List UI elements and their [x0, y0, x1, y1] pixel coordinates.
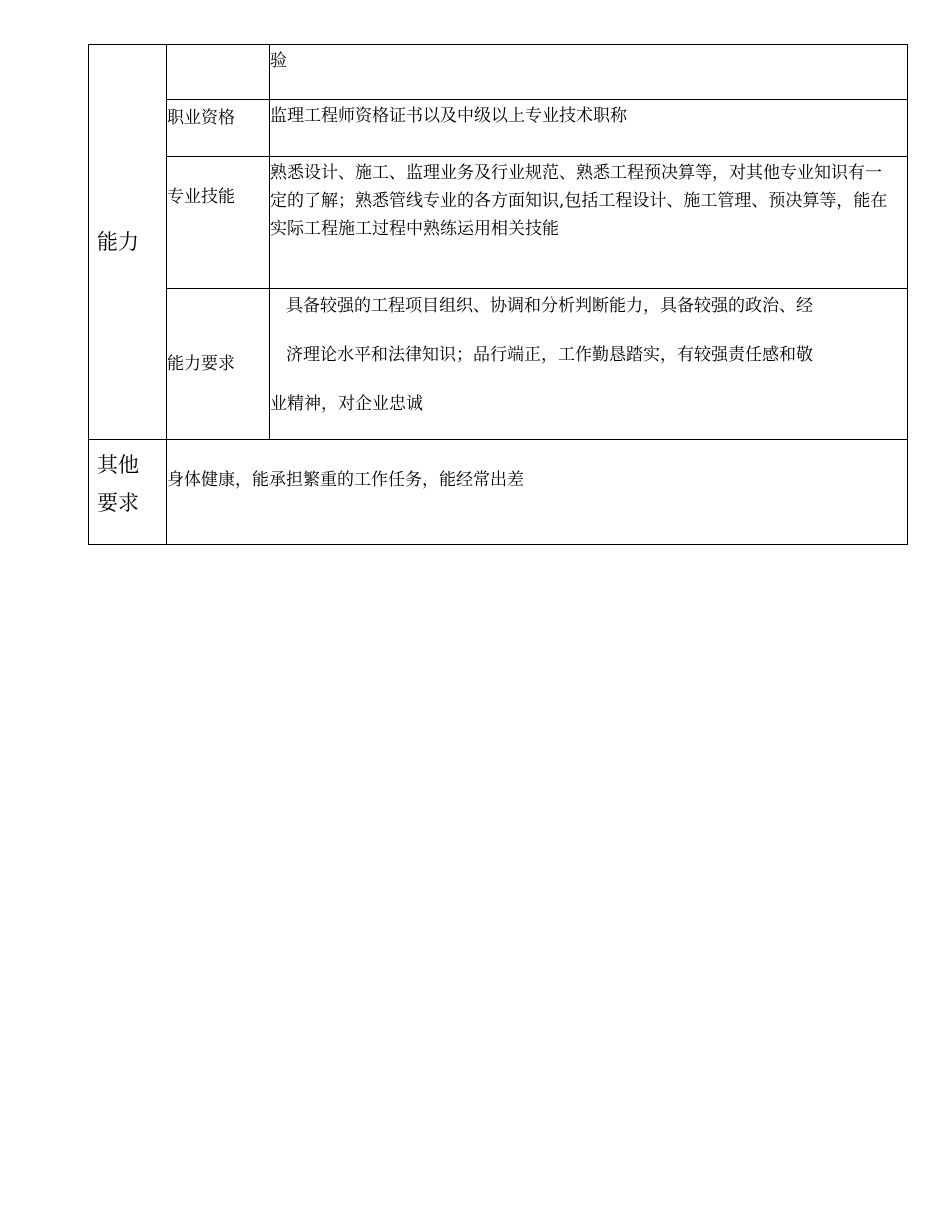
table-row-skill: [89, 157, 908, 289]
category-other: 其他 要求: [89, 440, 167, 545]
content-qualification: 监理工程师资格证书以及中级以上专业技术职称: [270, 100, 908, 157]
ability-line-2: 济理论水平和法律知识；品行端正，工作勤恳踏实，有较强责任感和敬: [286, 345, 813, 365]
category-ability: 能力: [89, 45, 167, 440]
other-text: 身体健康，能承担繁重的工作任务，能经常出差: [167, 470, 524, 490]
content-ability: [270, 289, 908, 440]
table-row-experience: [89, 45, 908, 100]
content-experience: 验: [270, 45, 908, 100]
ability-line-1: 具备较强的工程项目组织、协调和分析判断能力，具备较强的政治、经: [286, 296, 813, 316]
content-other: [167, 440, 908, 545]
content-skill: 熟悉设计、施工、监理业务及行业规范、熟悉工程预决算等，对其他专业知识有一定的了解；熟悉管线专业的各方面知识,包括工程设计、施工管理、预决算等，能在实际工程施工过程中熟练运用相关技能: [270, 157, 908, 289]
table-row-other: [89, 440, 908, 545]
label-experience: [167, 45, 270, 100]
label-ability: 能力要求: [167, 289, 270, 440]
table-row-ability: [89, 289, 908, 440]
label-skill: 专业技能: [167, 157, 270, 289]
ability-line-3: 业精神，对企业忠诚: [270, 394, 423, 414]
job-requirements-table: [88, 44, 908, 545]
label-qualification: 职业资格: [167, 100, 270, 157]
table-row-qualification: [89, 100, 908, 157]
